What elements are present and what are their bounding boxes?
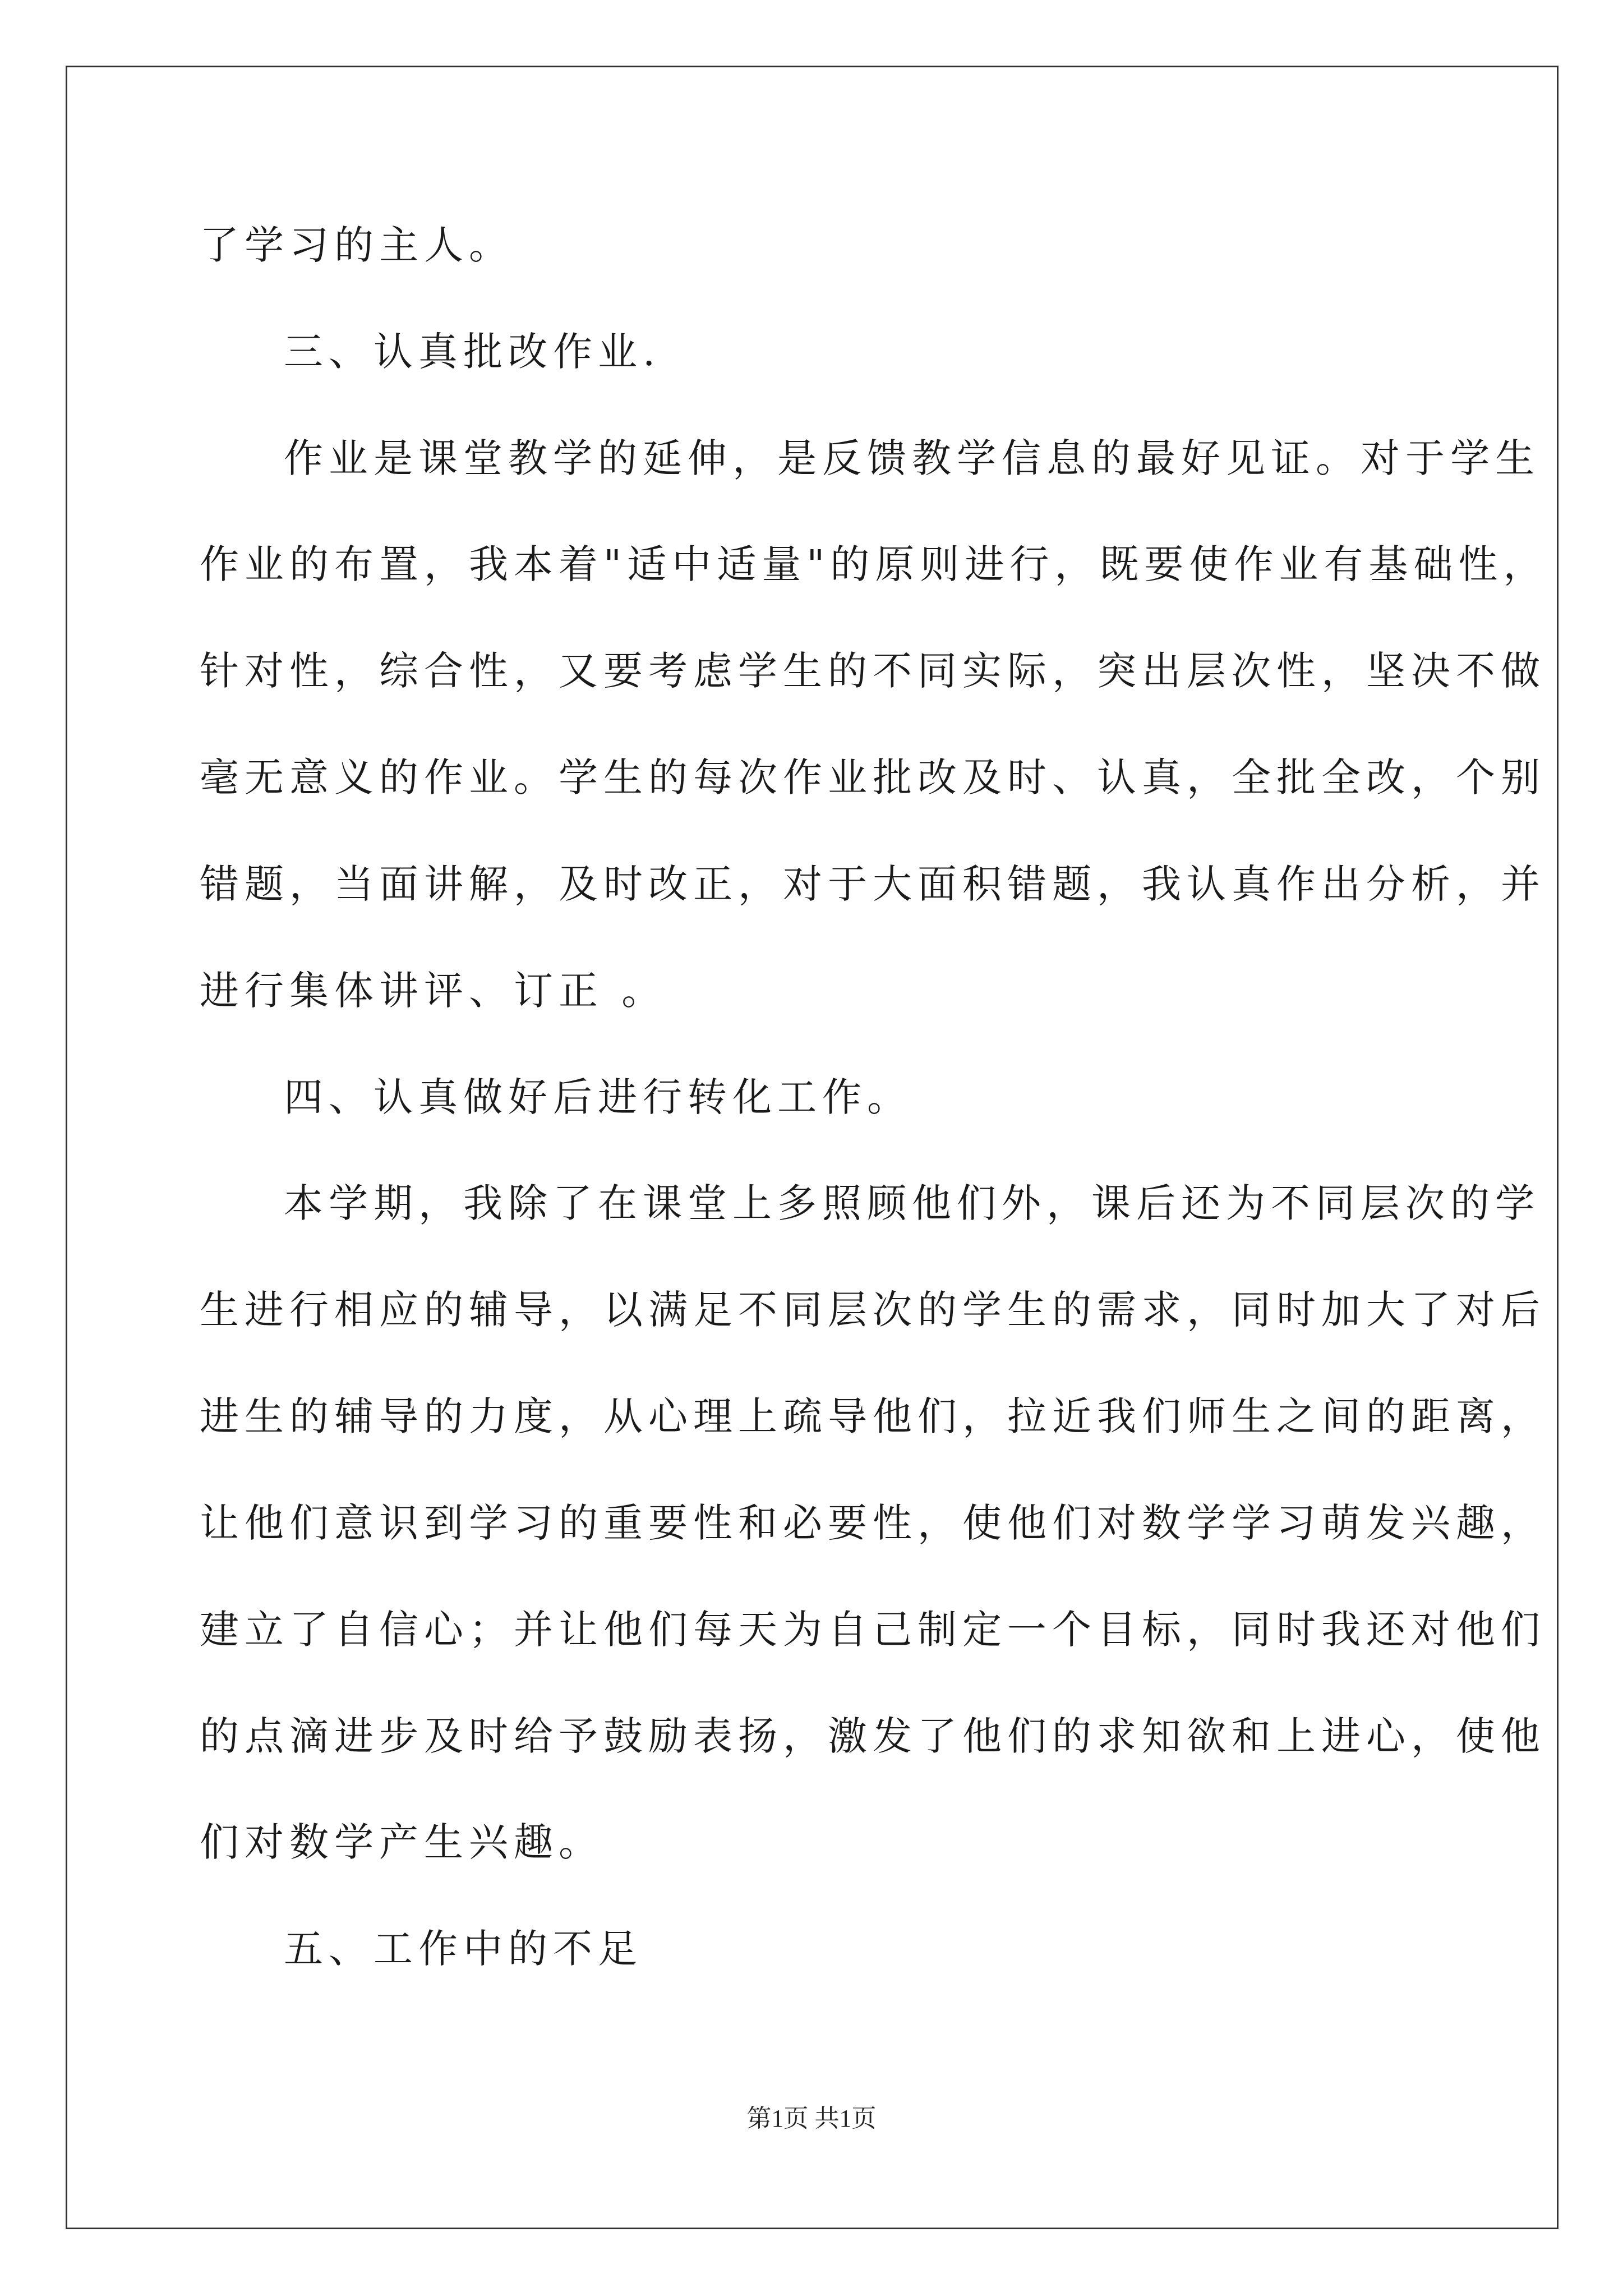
paragraph-line: 针对性，综合性，又要考虑学生的不同实际，突出层次性，坚决不做 [200,648,1546,694]
paragraph-line: 的点滴进步及时给予鼓励表扬，激发了他们的求知欲和上进心，使他 [200,1713,1546,1759]
paragraph-line: 毫无意义的作业。学生的每次作业批改及时、认真，全批全改，个别 [200,754,1546,800]
paragraph-line: 错题，当面讲解，及时改正，对于大面积错题，我认真作出分析，并 [200,861,1546,907]
paragraph-line: 让他们意识到学习的重要性和必要性，使他们对数学学习萌发兴趣， [200,1500,1546,1546]
page-border [66,66,1559,2229]
paragraph-line: 进行集体讲评、订正 。 [200,968,667,1014]
section-heading: 五、工作中的不足 [284,1926,643,1972]
page-number-footer: 第1页 共1页 [746,2105,877,2132]
paragraph-line: 作业是课堂教学的延伸，是反馈教学信息的最好见证。对于学生 [284,435,1540,481]
paragraph-line: 们对数学产生兴趣。 [200,1819,603,1865]
paragraph-line: 建立了自信心；并让他们每天为自己制定一个目标，同时我还对他们 [200,1607,1546,1653]
paragraph-line: 进生的辅导的力度，从心理上疏导他们，拉近我们师生之间的距离， [200,1393,1546,1439]
text-line: 了学习的主人。 [200,222,514,268]
paragraph-line: 作业的布置，我本着"适中适量"的原则进行，既要使作业有基础性， [200,541,1548,587]
paragraph-line: 本学期，我除了在课堂上多照顾他们外，课后还为不同层次的学 [284,1180,1540,1226]
paragraph-line: 生进行相应的辅导，以满足不同层次的学生的需求，同时加大了对后 [200,1287,1546,1333]
section-heading: 三、认真批改作业. [284,329,661,375]
section-heading: 四、认真做好后进行转化工作。 [284,1074,912,1120]
